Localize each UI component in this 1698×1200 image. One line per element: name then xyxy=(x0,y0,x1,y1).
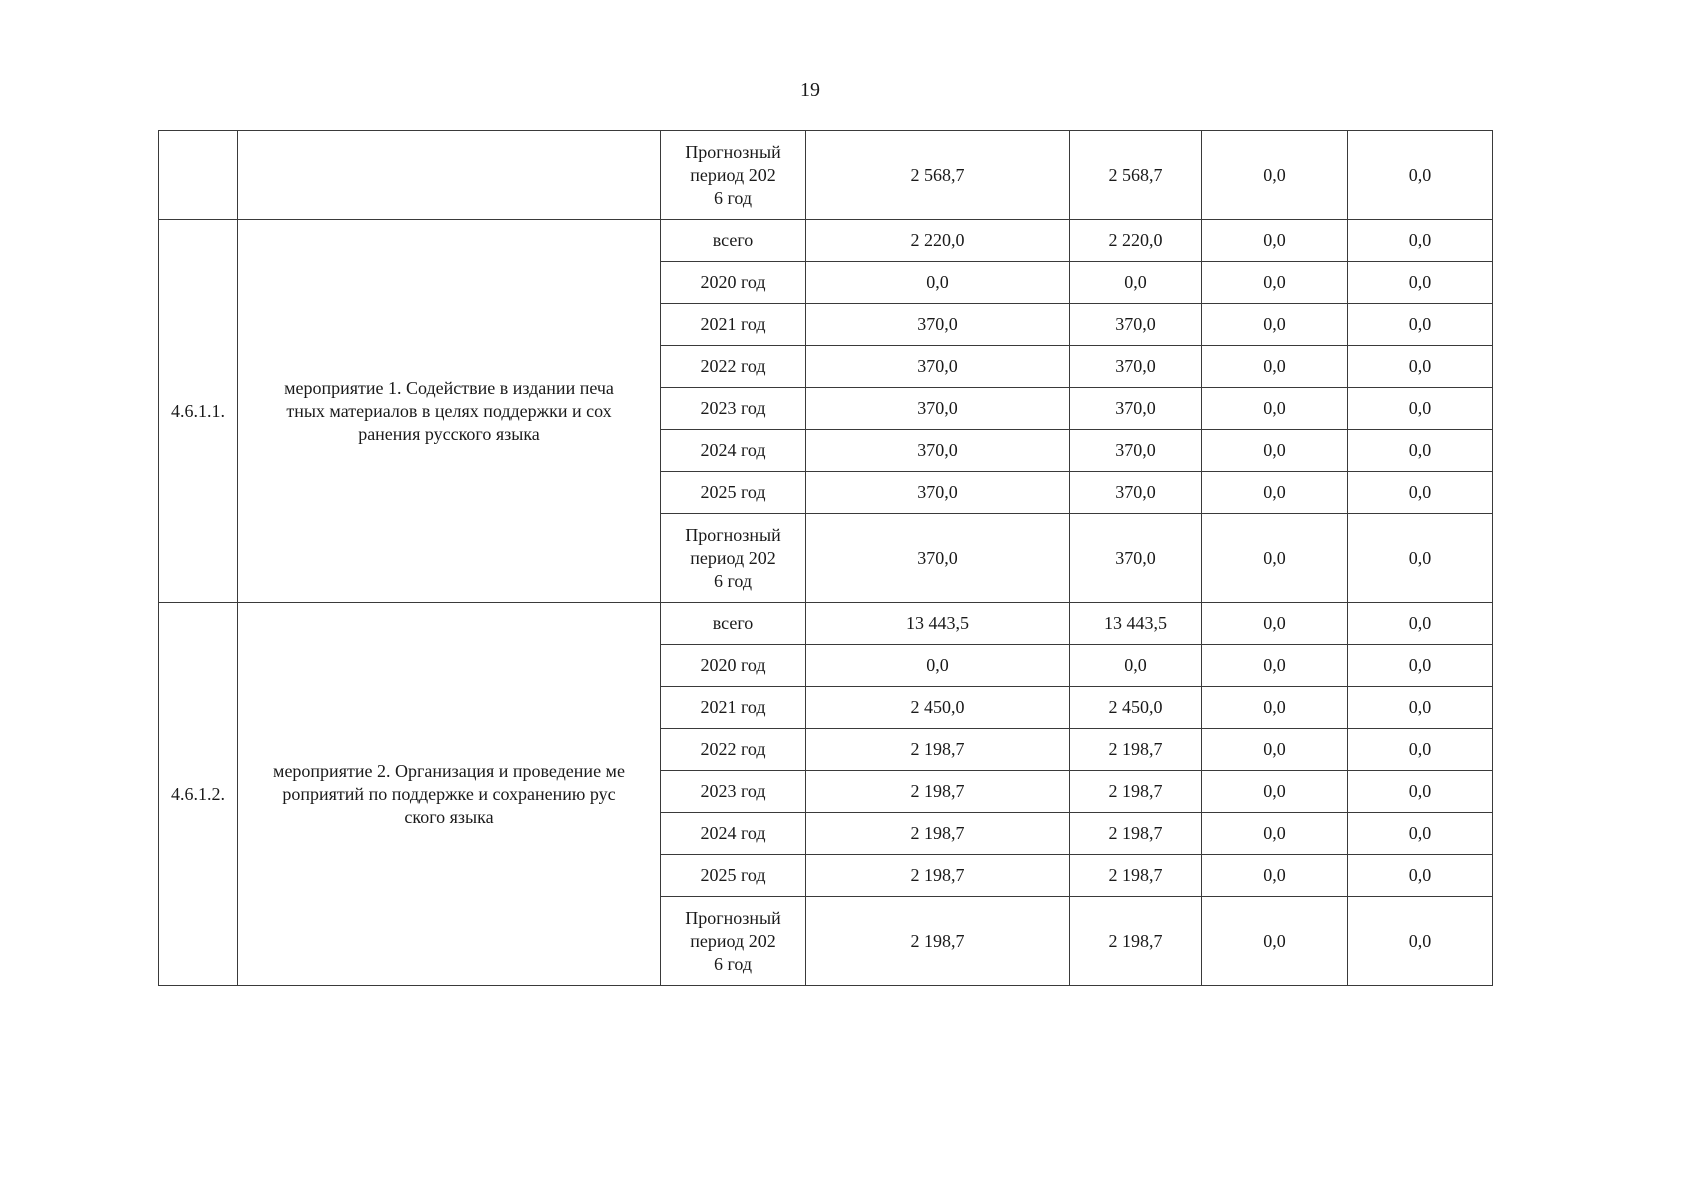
item-code-cell: 4.6.1.2. xyxy=(159,603,238,986)
amount-cell: 2 220,0 xyxy=(1070,220,1202,262)
amount-cell: 0,0 xyxy=(806,262,1070,304)
period-cell: 2020 год xyxy=(661,262,806,304)
item-code-cell xyxy=(159,131,238,220)
amount-cell: 0,0 xyxy=(1348,430,1493,472)
amount-cell: 2 450,0 xyxy=(1070,687,1202,729)
amount-cell: 2 220,0 xyxy=(806,220,1070,262)
amount-cell: 0,0 xyxy=(1202,346,1348,388)
period-cell: всего xyxy=(661,220,806,262)
amount-cell: 0,0 xyxy=(1348,262,1493,304)
amount-cell: 0,0 xyxy=(1202,262,1348,304)
period-cell: 2021 год xyxy=(661,304,806,346)
amount-cell: 0,0 xyxy=(1202,131,1348,220)
amount-cell: 2 198,7 xyxy=(1070,855,1202,897)
page-number: 19 xyxy=(800,79,820,101)
amount-cell: 0,0 xyxy=(1202,687,1348,729)
amount-cell: 370,0 xyxy=(806,514,1070,603)
amount-cell: 0,0 xyxy=(1202,388,1348,430)
amount-cell: 13 443,5 xyxy=(806,603,1070,645)
amount-cell: 0,0 xyxy=(1348,771,1493,813)
period-cell: Прогнозный период 202 6 год xyxy=(661,131,806,220)
amount-cell: 0,0 xyxy=(1202,220,1348,262)
amount-cell: 0,0 xyxy=(1202,855,1348,897)
period-cell: 2022 год xyxy=(661,729,806,771)
amount-cell: 2 198,7 xyxy=(1070,729,1202,771)
amount-cell: 0,0 xyxy=(1202,897,1348,986)
amount-cell: 0,0 xyxy=(1348,897,1493,986)
amount-cell: 2 198,7 xyxy=(806,813,1070,855)
amount-cell: 0,0 xyxy=(1348,729,1493,771)
table-row xyxy=(159,603,1493,645)
amount-cell: 2 198,7 xyxy=(806,771,1070,813)
period-cell: 2025 год xyxy=(661,855,806,897)
amount-cell: 0,0 xyxy=(1348,472,1493,514)
amount-cell: 2 198,7 xyxy=(806,729,1070,771)
amount-cell: 2 198,7 xyxy=(1070,813,1202,855)
amount-cell: 2 568,7 xyxy=(806,131,1070,220)
amount-cell: 2 198,7 xyxy=(806,897,1070,986)
amount-cell: 370,0 xyxy=(806,388,1070,430)
period-cell: Прогнозный период 202 6 год xyxy=(661,897,806,986)
amount-cell: 0,0 xyxy=(1348,346,1493,388)
amount-cell: 0,0 xyxy=(1348,603,1493,645)
amount-cell: 0,0 xyxy=(1202,771,1348,813)
amount-cell: 0,0 xyxy=(1348,220,1493,262)
amount-cell: 0,0 xyxy=(1348,687,1493,729)
amount-cell: 13 443,5 xyxy=(1070,603,1202,645)
amount-cell: 0,0 xyxy=(1070,645,1202,687)
amount-cell: 0,0 xyxy=(1202,813,1348,855)
table-row xyxy=(159,131,1493,220)
amount-cell: 0,0 xyxy=(1202,514,1348,603)
amount-cell: 0,0 xyxy=(1348,304,1493,346)
amount-cell: 0,0 xyxy=(1348,131,1493,220)
amount-cell: 0,0 xyxy=(1348,388,1493,430)
amount-cell: 0,0 xyxy=(1070,262,1202,304)
period-cell: всего xyxy=(661,603,806,645)
amount-cell: 2 198,7 xyxy=(806,855,1070,897)
period-cell: 2021 год xyxy=(661,687,806,729)
period-cell: 2023 год xyxy=(661,388,806,430)
period-cell: 2022 год xyxy=(661,346,806,388)
amount-cell: 370,0 xyxy=(806,304,1070,346)
amount-cell: 0,0 xyxy=(1202,729,1348,771)
amount-cell: 370,0 xyxy=(1070,430,1202,472)
item-code-cell: 4.6.1.1. xyxy=(159,220,238,603)
amount-cell: 0,0 xyxy=(1348,855,1493,897)
amount-cell: 0,0 xyxy=(1202,603,1348,645)
amount-cell: 2 450,0 xyxy=(806,687,1070,729)
amount-cell: 370,0 xyxy=(1070,346,1202,388)
period-cell: 2025 год xyxy=(661,472,806,514)
item-description-cell: мероприятие 2. Организация и проведение ме роприятий по поддержке и сохранению рус ского языка xyxy=(238,603,661,986)
amount-cell: 0,0 xyxy=(806,645,1070,687)
period-cell: 2024 год xyxy=(661,430,806,472)
amount-cell: 370,0 xyxy=(1070,472,1202,514)
period-cell: 2020 год xyxy=(661,645,806,687)
amount-cell: 370,0 xyxy=(1070,304,1202,346)
item-description-cell: мероприятие 1. Содействие в издании печа тных материалов в целях поддержки и сох ранения русского языка xyxy=(238,220,661,603)
table-row xyxy=(159,220,1493,262)
amount-cell: 0,0 xyxy=(1348,514,1493,603)
amount-cell: 0,0 xyxy=(1348,813,1493,855)
period-cell: 2023 год xyxy=(661,771,806,813)
amount-cell: 0,0 xyxy=(1202,430,1348,472)
amount-cell: 0,0 xyxy=(1202,304,1348,346)
amount-cell: 0,0 xyxy=(1202,472,1348,514)
budget-table xyxy=(158,130,1493,986)
item-description-cell xyxy=(238,131,661,220)
amount-cell: 2 198,7 xyxy=(1070,771,1202,813)
amount-cell: 0,0 xyxy=(1348,645,1493,687)
period-cell: Прогнозный период 202 6 год xyxy=(661,514,806,603)
amount-cell: 370,0 xyxy=(1070,388,1202,430)
amount-cell: 2 568,7 xyxy=(1070,131,1202,220)
amount-cell: 0,0 xyxy=(1202,645,1348,687)
amount-cell: 370,0 xyxy=(806,430,1070,472)
amount-cell: 370,0 xyxy=(806,346,1070,388)
amount-cell: 370,0 xyxy=(806,472,1070,514)
table-body xyxy=(159,131,1493,986)
amount-cell: 2 198,7 xyxy=(1070,897,1202,986)
amount-cell: 370,0 xyxy=(1070,514,1202,603)
period-cell: 2024 год xyxy=(661,813,806,855)
